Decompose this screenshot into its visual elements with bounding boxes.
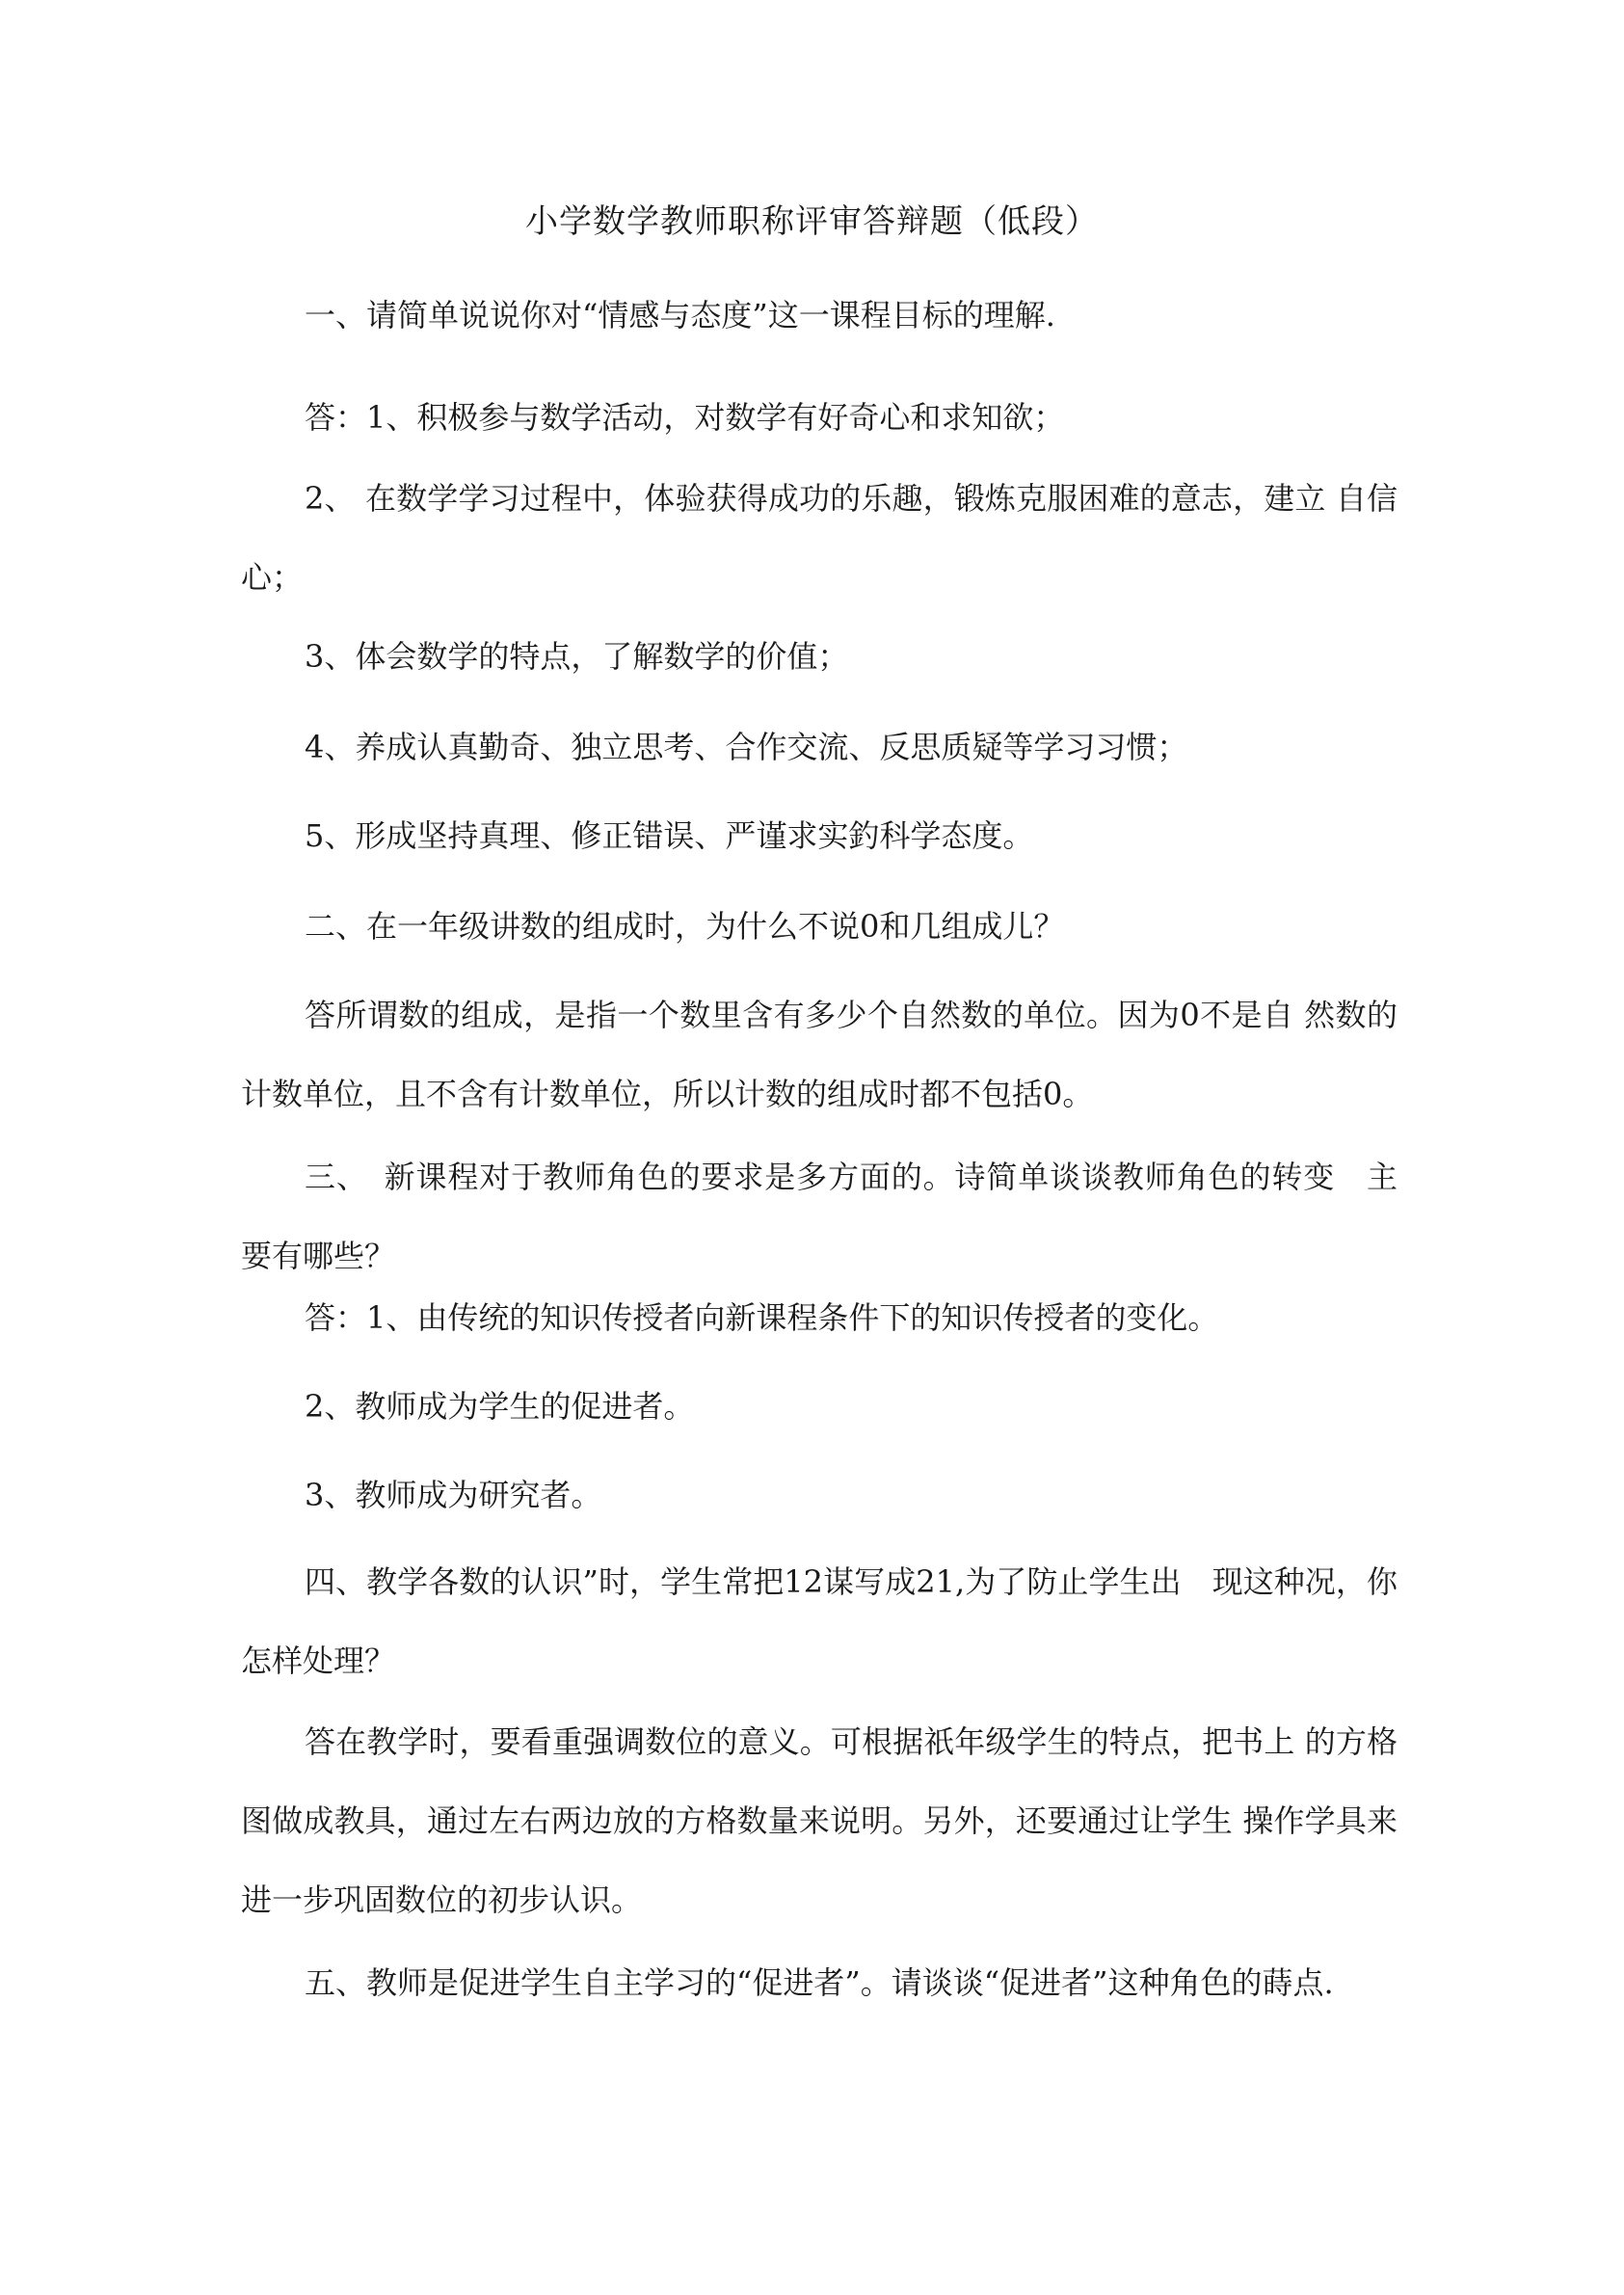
answer-1-item-3: 3、体会数学的特点，了解数学的价值； — [305, 638, 849, 675]
answer-1-item-4: 4、养成认真勤奇、独立思考、合作交流、反思质疑等学习习惯； — [305, 729, 1188, 765]
answer-2: 答所谓数的组成，是指一个数里含有多少个自然数的单位。因为0不是自 然数的计数单位，且不含有计数单位，所以计数的组成时都不包括0。 — [241, 997, 1398, 1112]
answer-1-item-5: 5、形成坚持真理、修正错误、严谨求实釣科学态度。 — [305, 817, 1034, 854]
question-3: 三、 新课程对于教师角色的要求是多方面的。诗简单谈谈教师角色的转变 主要有哪些？ — [241, 1159, 1398, 1274]
answer-1-item-2: 2、 在数学学习过程中，体验获得成功的乐趣，锻炼克服困难的意志，建立 自信心； — [241, 480, 1398, 596]
answer-1-item-1: 答：1、积极参与数学活动，对数学有好奇心和求知欲； — [305, 399, 1065, 436]
question-2: 二、在一年级讲数的组成时，为什么不说0和几组成儿？ — [305, 908, 1065, 945]
answer-3-item-1: 答：1、由传统的知识传授者向新课程条件下的知识传授者的变化。 — [305, 1299, 1219, 1336]
document-title: 小学数学教师职称评审答辩题（低段） — [525, 202, 1099, 241]
question-5: 五、教师是促进学生自主学习的“促进者”。请谈谈“促进者”这种角色的蒔点. — [305, 1964, 1334, 2001]
question-1: 一、请简单说说你对“情感与态度”这一课程目标的理解. — [305, 297, 1055, 334]
answer-4: 答在教学时，要看重强调数位的意义。可根据祇年级学生的特点，把书上 的方格图做成教具，通过左右两边放的方格数量来说明。另外，还要通过让学生 操作学具来进一步巩固数位的初步认识。 — [241, 1723, 1398, 1918]
question-4: 四、教学各数的认识”时，学生常把12谋写成21,为了防止学生出 现这种况，你怎样处理？ — [241, 1563, 1398, 1679]
answer-3-item-3: 3、教师成为研究者。 — [305, 1477, 602, 1513]
answer-3-item-2: 2、教师成为学生的促进者。 — [305, 1388, 695, 1425]
